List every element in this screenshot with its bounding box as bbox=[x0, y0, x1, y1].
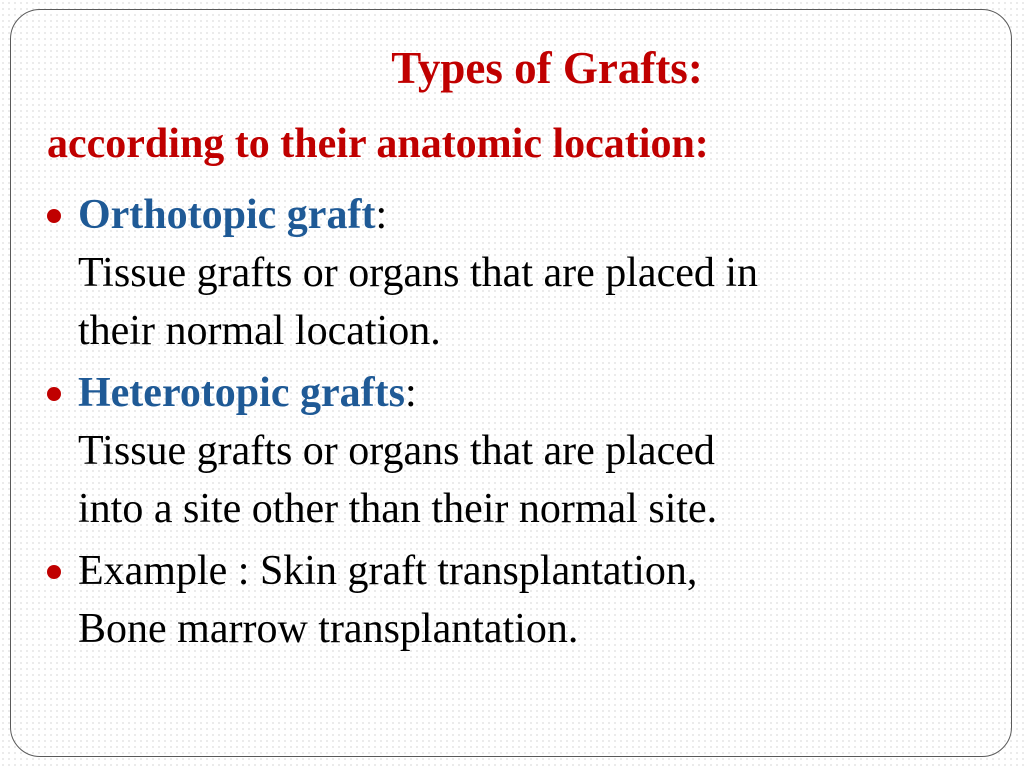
bullet-icon bbox=[47, 565, 61, 579]
slide-subtitle: according to their anatomic location: bbox=[47, 121, 709, 167]
definition-line: their normal location. bbox=[78, 308, 441, 354]
bullet-heading bbox=[78, 186, 985, 244]
term-colon: : bbox=[404, 370, 417, 416]
bullet-orthotopic-graft bbox=[45, 186, 985, 360]
term-orthotopic-graft: Orthotopic graft bbox=[78, 192, 376, 238]
bullet-icon bbox=[47, 387, 61, 401]
bullet-heterotopic-grafts bbox=[45, 364, 985, 538]
definition-line: Tissue grafts or organs that are placed bbox=[78, 428, 715, 474]
example-line: Bone marrow transplantation. bbox=[78, 606, 579, 652]
definition-line: Tissue grafts or organs that are placed in bbox=[78, 250, 759, 296]
definition-line: into a site other than their normal site. bbox=[78, 486, 718, 532]
term-heterotopic-grafts: Heterotopic grafts bbox=[78, 370, 405, 416]
bullet-icon bbox=[47, 209, 61, 223]
bullet-list bbox=[45, 186, 985, 662]
example-line: Example : Skin graft transplantation, bbox=[78, 548, 698, 594]
slide-title: Types of Grafts: bbox=[391, 43, 703, 93]
term-colon: : bbox=[375, 192, 388, 238]
bullet-heading bbox=[78, 364, 985, 422]
bullet-example bbox=[45, 542, 985, 658]
